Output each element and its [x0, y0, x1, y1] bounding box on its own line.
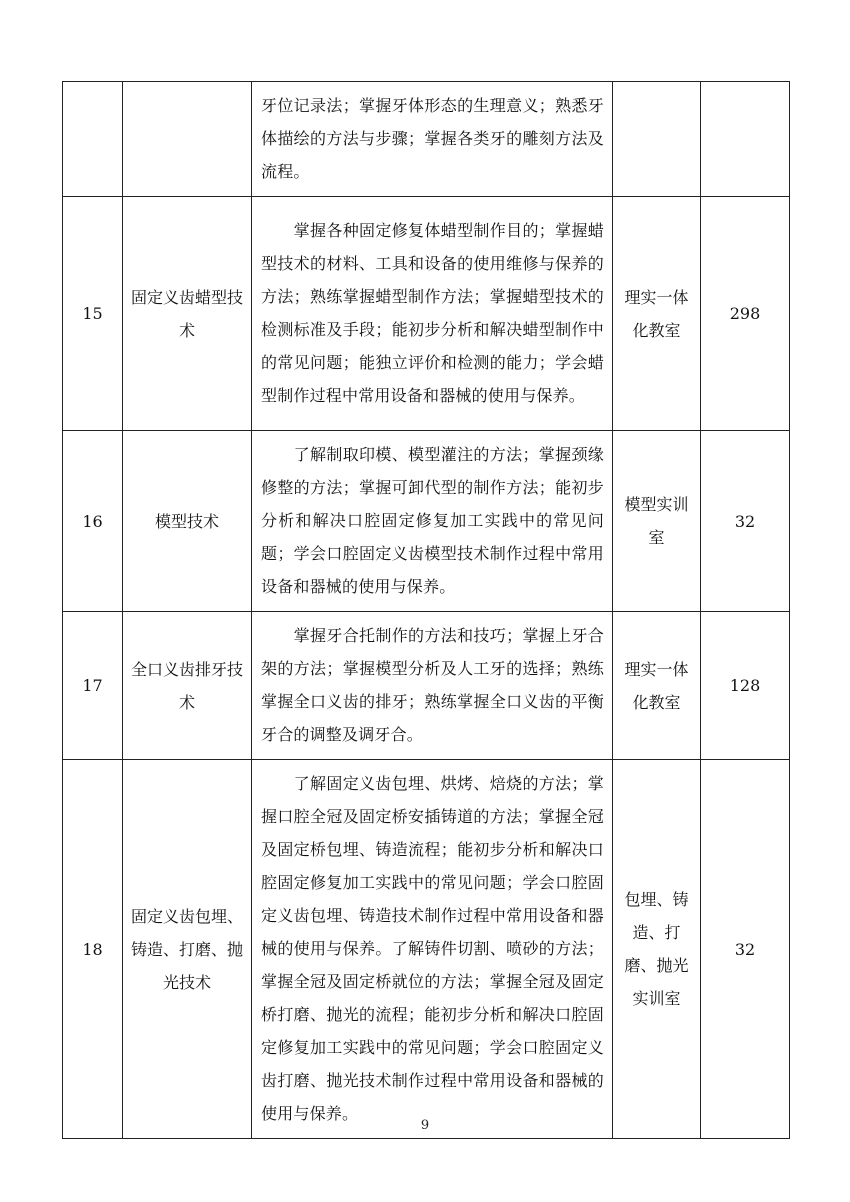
course-description: 掌握各种固定修复体蜡型制作目的；掌握蜡型技术的材料、工具和设备的使用维修与保养的方法；熟练掌握蜡型制作方法；掌握蜡型技术的检测标准及手段；能初步分析和解决蜡型制作中的常见问题；能独立评价和检测的能力；学会蜡型制作过程中常用设备和器械的使用与保养。: [261, 221, 604, 405]
course-description-cell: [252, 197, 613, 431]
course-location-cell: [613, 431, 701, 612]
table-row: [63, 82, 790, 197]
course-location-cell: [613, 612, 701, 760]
course-name: 固定义齿蜡型技术: [131, 287, 244, 340]
course-name-cell: [123, 760, 252, 1139]
course-name-cell: [123, 612, 252, 760]
course-hours-cell: 298: [701, 197, 790, 431]
course-name: 全口义齿排牙技术: [131, 659, 244, 712]
course-location: 包埋、铸造、打磨、抛光实训室: [624, 890, 689, 1008]
course-description-cell: [252, 431, 613, 612]
course-hours-cell: [701, 82, 790, 197]
course-number-cell: 15: [63, 197, 123, 431]
course-location-cell: [613, 82, 701, 197]
course-description: 掌握牙合托制作的方法和技巧；掌握上牙合架的方法；掌握模型分析及人工牙的选择；熟练掌握全口义齿的排牙；熟练掌握全口义齿的平衡牙合的调整及调牙合。: [261, 626, 604, 744]
course-description-cell: [252, 612, 613, 760]
course-name-cell: [123, 82, 252, 197]
course-number-cell: 16: [63, 431, 123, 612]
course-description-cell: [252, 760, 613, 1139]
table-row: [63, 431, 790, 612]
course-description: 了解制取印模、模型灌注的方法；掌握颈缘修整的方法；掌握可卸代型的制作方法；能初步分析和解决口腔固定修复加工实践中的常见问题；学会口腔固定义齿模型技术制作过程中常用设备和器械的使用与保养。: [261, 445, 604, 596]
table-row: [63, 197, 790, 431]
course-hours-cell: 32: [701, 760, 790, 1139]
course-description: 牙位记录法；掌握牙体形态的生理意义；熟悉牙体描绘的方法与步骤；掌握各类牙的雕刻方法及流程。: [261, 96, 604, 181]
course-number-cell: [63, 82, 123, 197]
course-location: 模型实训室: [624, 495, 689, 547]
course-name: 固定义齿包埋、铸造、打磨、抛光技术: [131, 906, 244, 992]
table-row: [63, 760, 790, 1139]
page-number: 9: [420, 1118, 430, 1133]
course-number-cell: 17: [63, 612, 123, 760]
course-location-cell: [613, 760, 701, 1139]
course-description-cell: [252, 82, 613, 197]
course-name-cell: [123, 431, 252, 612]
course-location-cell: [613, 197, 701, 431]
table-row: [63, 612, 790, 760]
course-name-cell: [123, 197, 252, 431]
course-hours-cell: 32: [701, 431, 790, 612]
course-table: [62, 81, 790, 1139]
course-name: 模型技术: [154, 511, 219, 531]
course-description: 了解固定义齿包埋、烘烤、焙烧的方法；掌握口腔全冠及固定桥安插铸道的方法；掌握全冠及固定桥包埋、铸造流程；能初步分析和解决口腔固定修复加工实践中的常见问题；学会口腔固定义齿包埋、铸造技术制作过程中常用设备和器械的使用与保养。了解铸件切割、喷砂的方法；掌握全冠及固定桥就位的方法；掌握全冠及固定桥打磨、抛光的流程；能初步分析和解决口腔固定修复加工实践中的常见问题；学会口腔固定义齿打磨、抛光技术制作过程中常用设备和器械的使用与保养。: [261, 774, 604, 1123]
course-location: 理实一体化教室: [624, 287, 689, 340]
course-number-cell: 18: [63, 760, 123, 1139]
course-location: 理实一体化教室: [624, 659, 689, 712]
course-hours-cell: 128: [701, 612, 790, 760]
